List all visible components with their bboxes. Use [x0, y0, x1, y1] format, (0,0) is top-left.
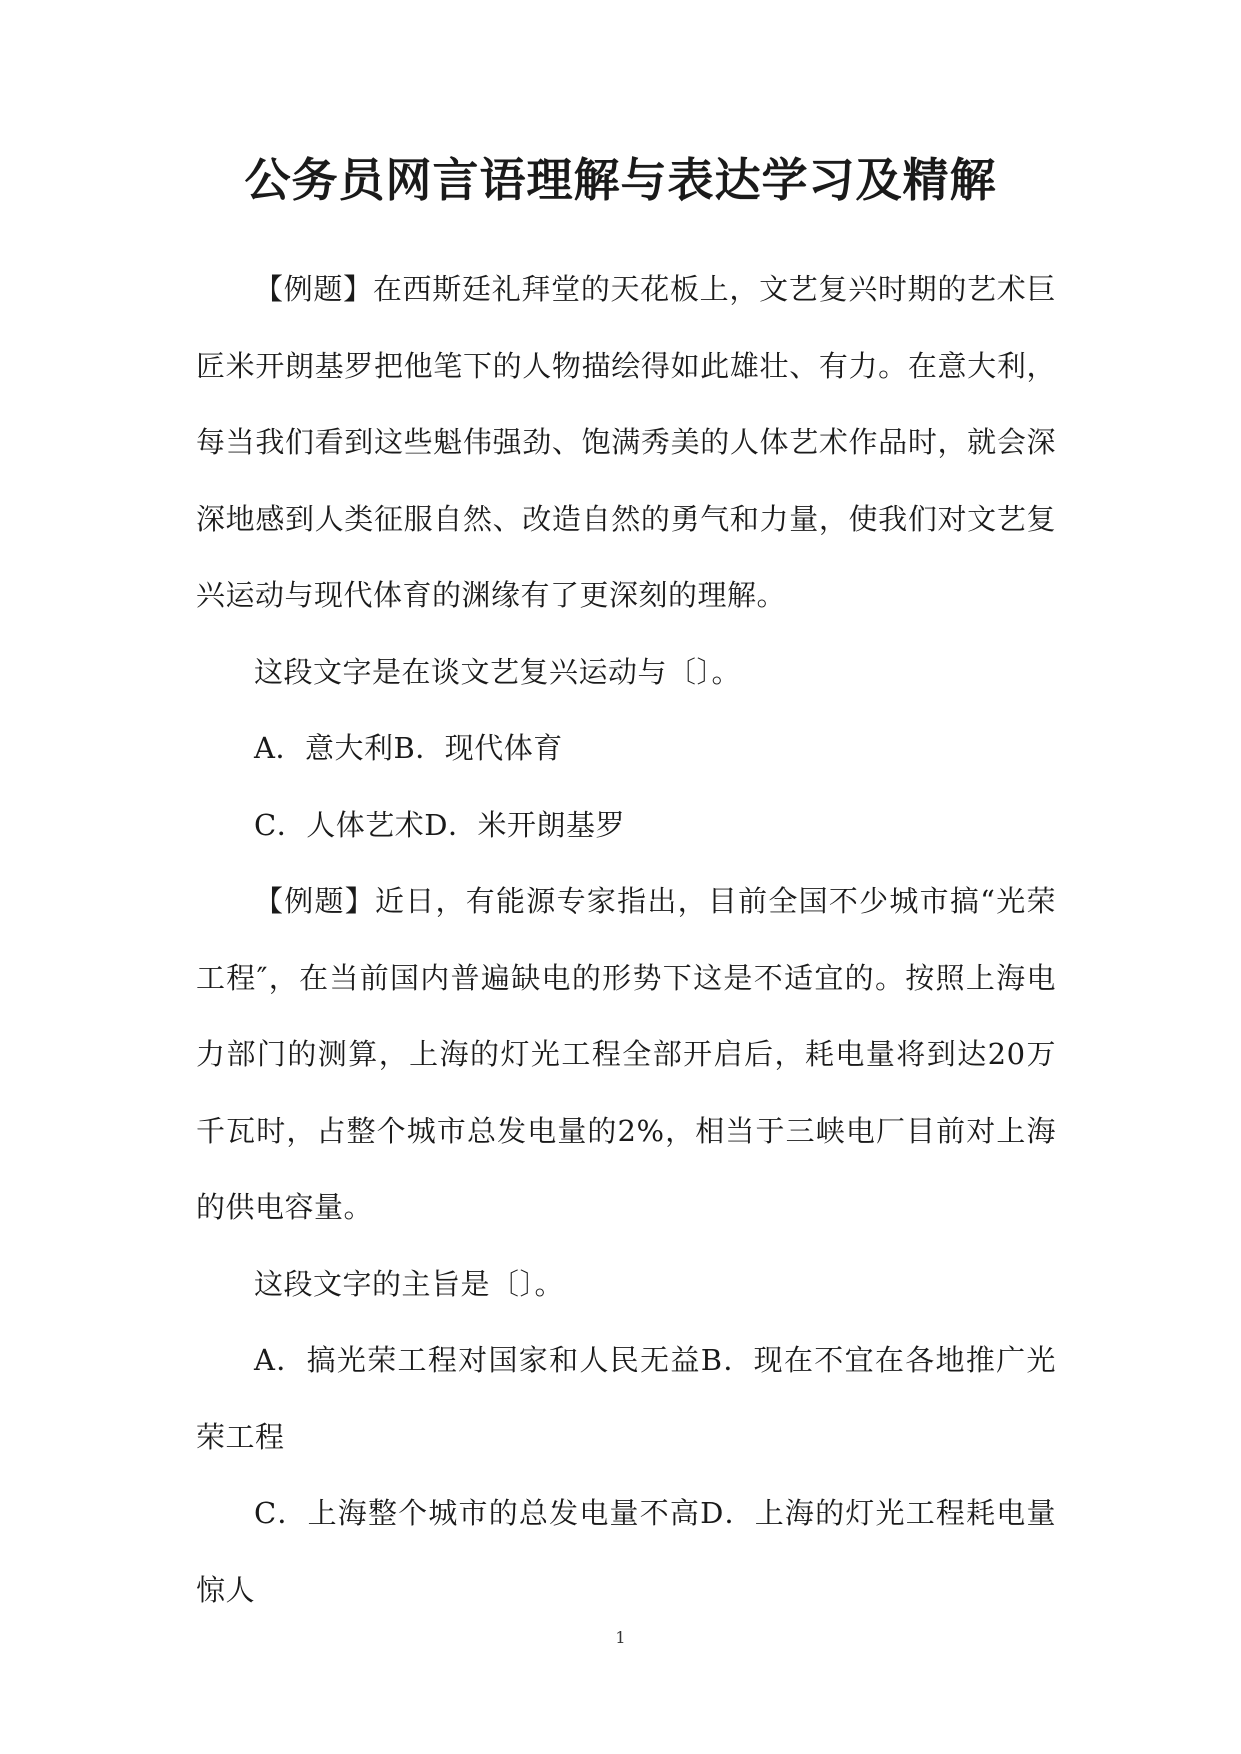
paragraph-question-1: 这段文字是在谈文艺复兴运动与〔〕。: [254, 654, 742, 689]
document-body: [196, 251, 1056, 1628]
paragraph-example-1: 【例题】在西斯廷礼拜堂的天花板上，文艺复兴时期的艺术巨匠米开朗基罗把他笔下的人物描绘得如此雄壮、有力。在意大利，每当我们看到这些魁伟强劲、饱满秀美的人体艺术作品时，就会深深地感到人类征服自然、改造自然的勇气和力量，使我们对文艺复兴运动与现代体育的渊缘有了更深刻的理解。: [196, 272, 1056, 612]
page-number: 1: [615, 1628, 626, 1647]
paragraph-options-2b: C．上海整个城市的总发电量不高D．上海的灯光工程耗电量惊人: [196, 1496, 1056, 1607]
paragraph-question-2: 这段文字的主旨是〔〕。: [254, 1266, 565, 1301]
document-title: 公务员网言语理解与表达学习及精解: [244, 153, 997, 207]
paragraph-options-2a: A．搞光荣工程对国家和人民无益B．现在不宜在各地推广光荣工程: [196, 1343, 1056, 1454]
paragraph-options-1a: A．意大利B．现代体育: [254, 731, 563, 765]
paragraph-example-2: 【例题】近日，有能源专家指出，目前全国不少城市搞“光荣工程″，在当前国内普遍缺电的形势下这是不适宜的。按照上海电力部门的测算，上海的灯光工程全部开启后，耗电量将到达20万千瓦时，占整个城市总发电量的2%，相当于三峡电厂目前对上海的供电容量。: [196, 884, 1056, 1224]
paragraph-options-1b: C．人体艺术D．米开朗基罗: [254, 807, 625, 842]
